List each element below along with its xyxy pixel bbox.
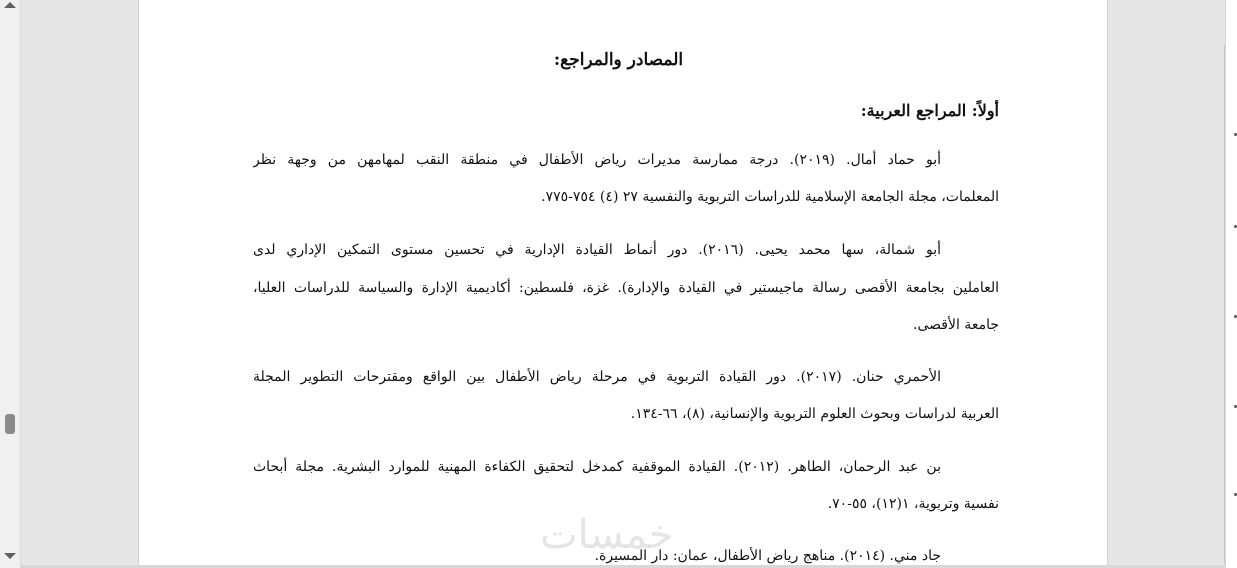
page-title: المصادر والمراجع: (553, 50, 684, 70)
watermark-logo: خمسات (540, 512, 674, 558)
document-body (253, 0, 999, 568)
reference-line: الأحمري حنان. (٢٠١٧). دور القيادة التربوية في مرحلة رياض الأطفال بين الواقع ومقترحات التطوير المجلة (253, 369, 941, 385)
scroll-up-arrow-icon[interactable] (4, 2, 16, 8)
side-panel (1225, 0, 1237, 568)
reference-line: جامعة الأقصى. (913, 317, 999, 333)
reference-line: بن عبد الرحمان، الطاهر. (٢٠١٢). القيادة الموقفية كمدخل لتحقيق الكفاءة المهنية للموارد البشرية. مجلة أبحاث (253, 459, 941, 475)
scroll-thumb[interactable] (5, 414, 15, 434)
vertical-scrollbar[interactable] (0, 0, 21, 568)
reference-line: جاد مني. (٢٠١٤). مناهج رياض الأطفال، عمان: دار المسيرة. (594, 548, 941, 564)
reference-line: العربية لدراسات وبحوث العلوم التربوية والإنسانية، (٨)، ٦٦-١٣٤. (630, 406, 999, 422)
section-heading: أولاً: المراجع العربية: (860, 101, 999, 120)
reference-line: أبو حماد أمال. (٢٠١٩). درجة ممارسة مديرات رياض الأطفال في منطقة النقب لمهامهن من وجهة نظر (253, 152, 941, 168)
reference-line: أبو شمالة، سها محمد يحيى. (٢٠١٦). دور أنماط القيادة الإدارية في تحسين مستوى التمكين الإداري لدى (253, 242, 941, 258)
reference-line: المعلمات، مجلة الجامعة الإسلامية للدراسات التربوية والنفسية ٢٧ (٤) ٧٥٤-٧٧٥. (541, 189, 999, 205)
reference-line: نفسية وتربوية، ١(١٢)، ٥٥-٧٠. (827, 496, 999, 512)
reference-line: العاملين بجامعة الأقصى رسالة ماجيستير في القيادة والإدارة). غزة، فلسطين: أكاديمية الإدارة والسياسة للدراسات العليا، (253, 280, 999, 296)
scroll-down-arrow-icon[interactable] (4, 553, 16, 559)
